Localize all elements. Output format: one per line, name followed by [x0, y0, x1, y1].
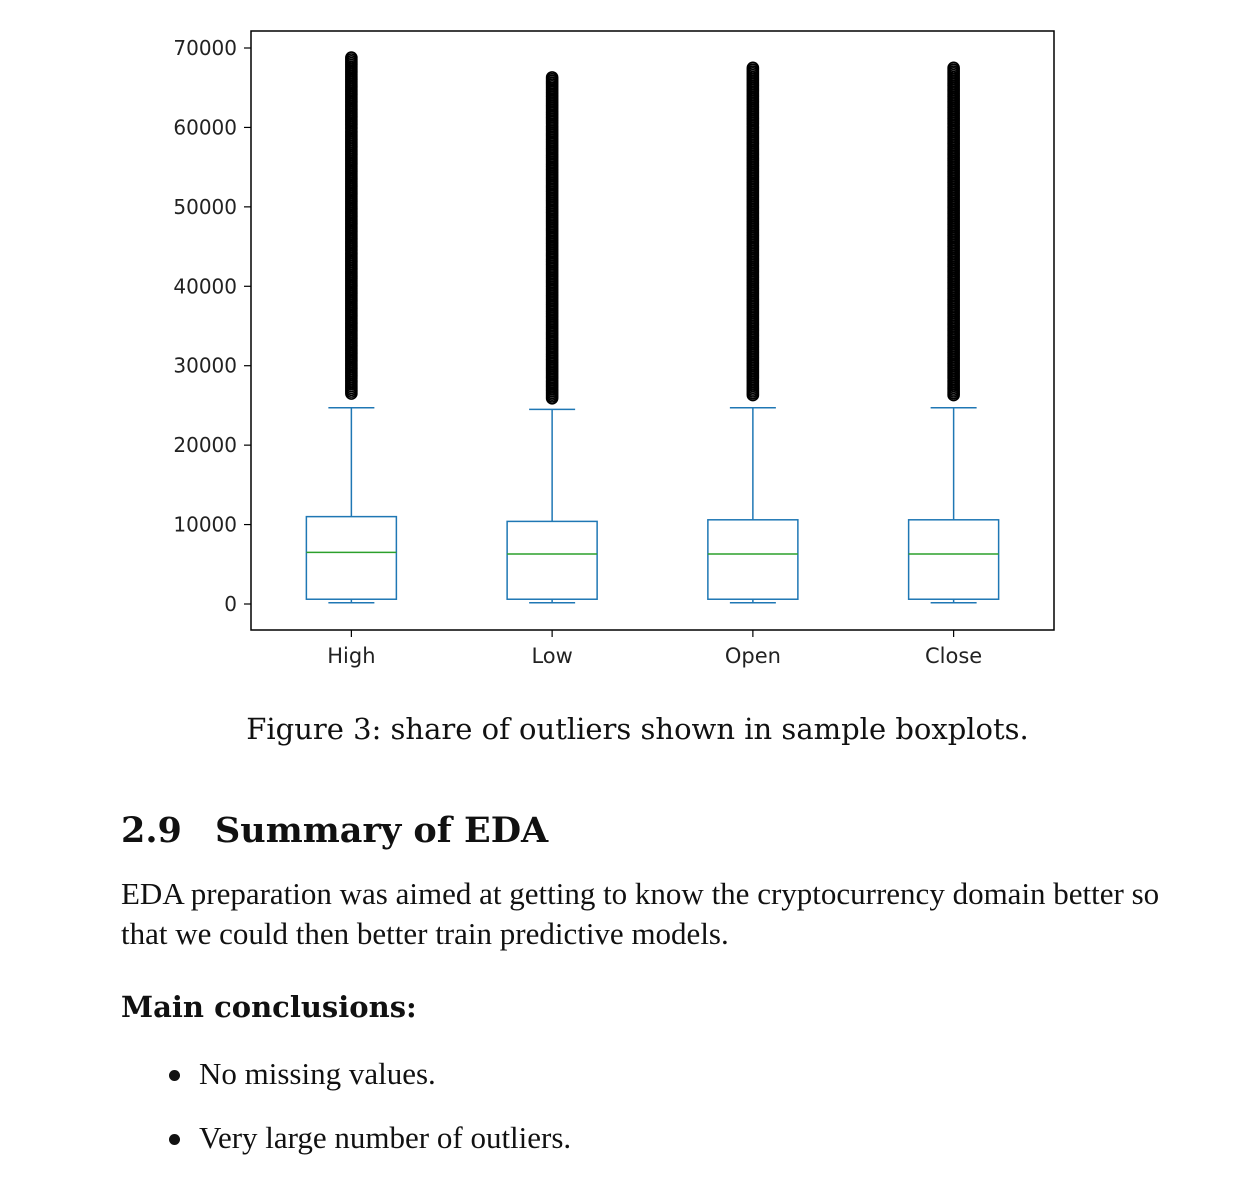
- y-tick-label: 70000: [173, 36, 237, 60]
- conclusions-list: [165, 1054, 571, 1182]
- plot-frame: [251, 31, 1054, 630]
- x-tick-label: Low: [531, 644, 573, 668]
- y-tick-label: 40000: [173, 274, 237, 299]
- iqr-box: [507, 521, 597, 599]
- outlier-points: [948, 62, 959, 400]
- list-item: [165, 1118, 571, 1182]
- bullet-text: No missing values.: [199, 1056, 436, 1091]
- y-tick-label: 0: [224, 592, 237, 616]
- figure-caption: Figure 3: share of outliers shown in sample boxplots.: [246, 712, 1029, 746]
- iqr-box: [708, 520, 798, 599]
- box-close: [909, 62, 999, 668]
- list-item: [165, 1054, 571, 1118]
- section-title: Summary of EDA: [215, 810, 549, 851]
- outlier-points: [346, 52, 357, 399]
- y-tick-label: 30000: [173, 353, 237, 378]
- section-number: 2.9: [121, 810, 182, 851]
- y-tick-label: 60000: [173, 115, 237, 140]
- section-paragraph: EDA preparation was aimed at getting to know the cryptocurrency domain better so that we could then better train predictive models.: [121, 876, 1160, 951]
- box-high: [306, 52, 396, 668]
- y-tick-label: 10000: [173, 512, 237, 537]
- box-low: [507, 72, 597, 668]
- y-tick-label: 50000: [173, 194, 237, 219]
- x-tick-label: High: [327, 644, 376, 668]
- conclusions-heading: Main conclusions:: [121, 990, 417, 1024]
- y-tick-label: 20000: [173, 433, 237, 458]
- bullet-icon: [169, 1134, 180, 1145]
- outlier-points: [547, 72, 558, 404]
- box-open: [708, 62, 798, 668]
- x-tick-label: Open: [724, 644, 781, 668]
- iqr-box: [909, 520, 999, 599]
- bullet-icon: [169, 1070, 180, 1081]
- bullet-text: Very large number of outliers.: [199, 1120, 572, 1155]
- x-tick-label: Close: [925, 644, 983, 668]
- section-heading: [121, 810, 548, 851]
- iqr-box: [306, 517, 396, 600]
- outlier-points: [747, 62, 758, 400]
